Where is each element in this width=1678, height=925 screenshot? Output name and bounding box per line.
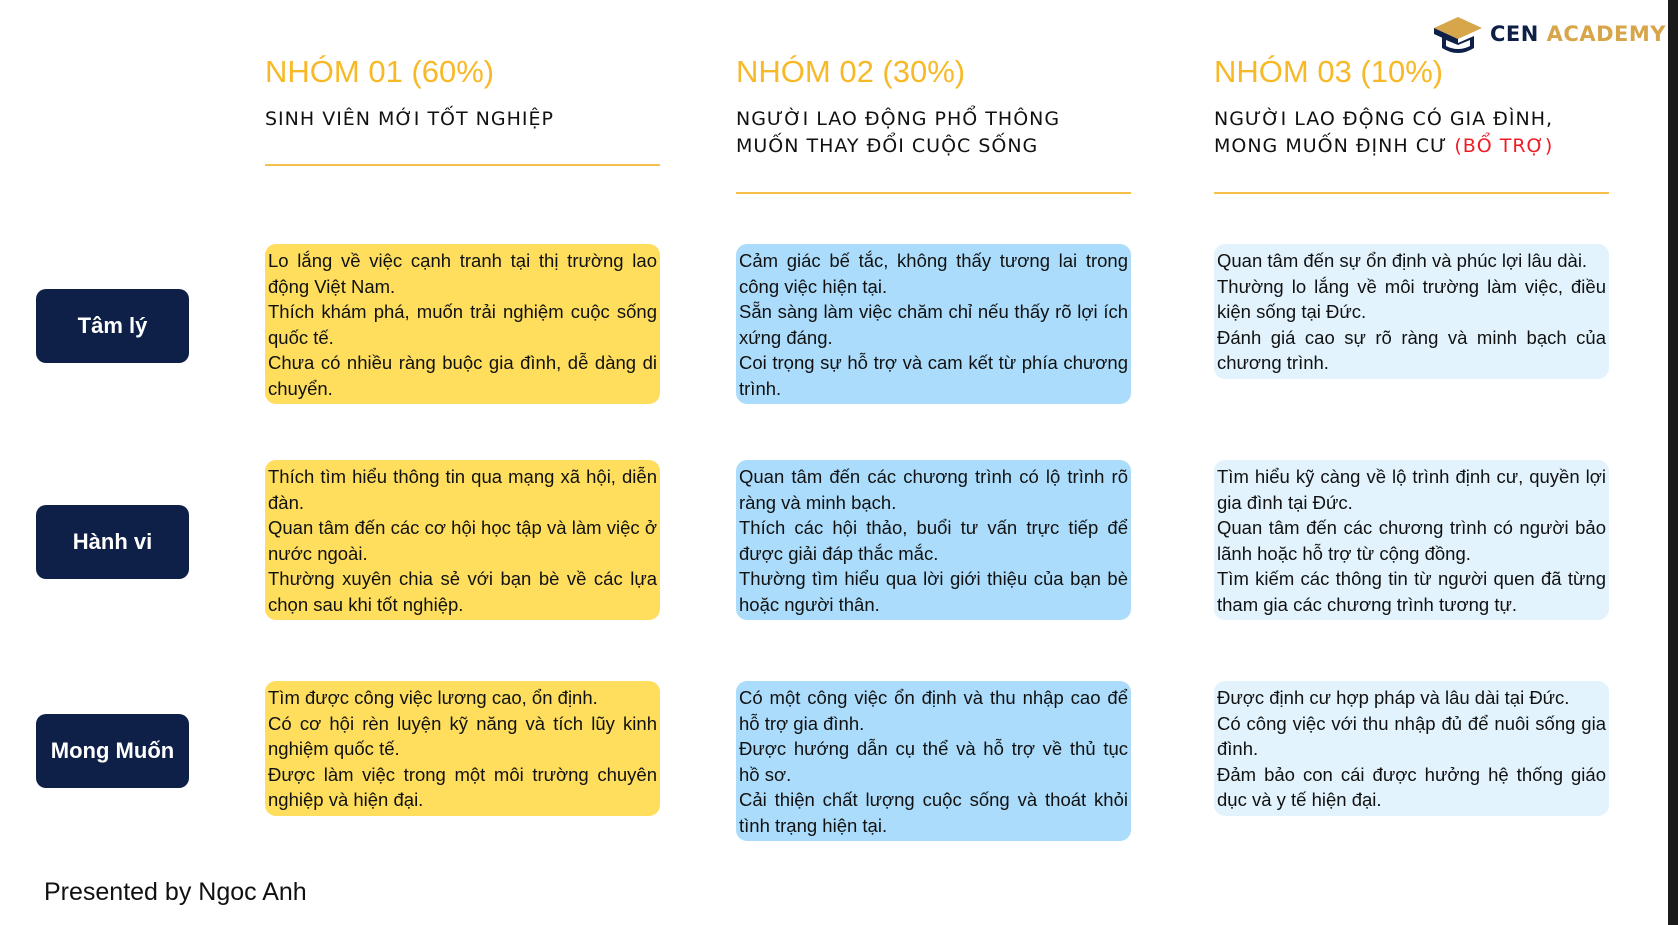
- cell-line: Thích tìm hiểu thông tin qua mạng xã hội, diễn đàn.: [268, 466, 657, 513]
- cell-line: Tìm kiếm các thông tin từ người quen đã từng tham gia các chương trình tương tự.: [1217, 568, 1606, 615]
- cell-line: Cải thiện chất lượng cuộc sống và thoát khỏi tình trạng hiện tại.: [739, 789, 1128, 836]
- cell-line: Thích khám phá, muốn trải nghiệm cuộc sống quốc tế.: [268, 301, 657, 348]
- group-subtitle-highlight: (BỔ TRỢ): [1454, 135, 1554, 157]
- cell-tam-ly-group-2: [736, 244, 1131, 404]
- cell-line: Tìm hiểu kỹ càng về lộ trình định cư, quyền lợi gia đình tại Đức.: [1217, 466, 1606, 513]
- cell-line: Tìm được công việc lương cao, ổn định.: [268, 687, 598, 708]
- cell-line: Sẵn sàng làm việc chăm chỉ nếu thấy rõ lợi ích xứng đáng.: [739, 301, 1128, 348]
- cell-tam-ly-group-3: [1214, 244, 1609, 379]
- logo-wordmark: [1490, 22, 1666, 46]
- cell-line: Thích các hội thảo, buổi tư vấn trực tiếp để được giải đáp thắc mắc.: [739, 517, 1128, 564]
- group-subtitle-text: NGƯỜI LAO ĐỘNG PHỔ THÔNG MUỐN THAY ĐỔI CUỘC SỐNG: [736, 108, 1061, 157]
- cell-line: Đảm bảo con cái được hưởng hệ thống giáo dục và y tế hiện đại.: [1217, 763, 1606, 810]
- cell-line: Có cơ hội rèn luyện kỹ năng và tích lũy kinh nghiệm quốc tế.: [268, 712, 657, 759]
- cell-line: Quan tâm đến sự ổn định và phúc lợi lâu dài.: [1217, 250, 1588, 271]
- cell-line: Chưa có nhiều ràng buộc gia đình, dễ dàng di chuyển.: [268, 352, 657, 399]
- cell-line: Lo lắng về việc cạnh tranh tại thị trường lao động Việt Nam.: [268, 250, 657, 297]
- cell-line: Quan tâm đến các chương trình có lộ trình rõ ràng và minh bạch.: [739, 466, 1128, 513]
- cell-line: Được định cư hợp pháp và lâu dài tại Đức.: [1217, 687, 1570, 708]
- cell-line: Thường xuyên chia sẻ với bạn bè về các lựa chọn sau khi tốt nghiệp.: [268, 568, 657, 615]
- group-header-1: [265, 52, 660, 133]
- cell-hanh-vi-group-3: [1214, 460, 1609, 620]
- group-title: NHÓM 02 (30%): [736, 54, 966, 89]
- group-title: NHÓM 03 (10%): [1214, 54, 1444, 89]
- cell-line: Thường tìm hiểu qua lời giới thiệu của bạn bè hoặc người thân.: [739, 568, 1128, 615]
- cell-line: Có công việc với thu nhập đủ để nuôi sống gia đình.: [1217, 712, 1606, 759]
- group-divider-3: [1214, 192, 1609, 194]
- group-subtitle: [265, 106, 660, 133]
- cell-line: Được hướng dẫn cụ thể và hỗ trợ về thủ tục hồ sơ.: [739, 738, 1128, 785]
- group-divider-2: [736, 192, 1131, 194]
- row-label-mong-muon: Mong Muốn: [36, 714, 189, 788]
- cell-line: Thường lo lắng về môi trường làm việc, điều kiện sống tại Đức.: [1217, 275, 1606, 322]
- cell-line: Được làm việc trong một môi trường chuyên nghiệp và hiện đại.: [268, 763, 657, 810]
- group-subtitle: [736, 106, 1096, 160]
- cell-tam-ly-group-1: [265, 244, 660, 404]
- cell-line: Coi trọng sự hỗ trợ và cam kết từ phía chương trình.: [739, 352, 1128, 399]
- group-header-2: [736, 52, 1131, 160]
- group-title: NHÓM 01 (60%): [265, 54, 495, 89]
- cell-line: Quan tâm đến các chương trình có người bảo lãnh hoặc hỗ trợ từ cộng đồng.: [1217, 517, 1606, 564]
- cell-hanh-vi-group-2: [736, 460, 1131, 620]
- cell-line: Có một công việc ổn định và thu nhập cao để hỗ trợ gia đình.: [739, 687, 1128, 734]
- cell-line: Quan tâm đến các cơ hội học tập và làm việc ở nước ngoài.: [268, 517, 657, 564]
- logo-cen-text: CEN: [1490, 22, 1539, 46]
- cell-mong-muon-group-2: [736, 681, 1131, 841]
- group-subtitle-text: NGƯỜI LAO ĐỘNG CÓ GIA ĐÌNH, MONG MUỐN ĐỊNH CƯ: [1214, 108, 1554, 157]
- group-subtitle-text: SINH VIÊN MỚI TỐT NGHIỆP: [265, 108, 554, 130]
- cell-mong-muon-group-1: [265, 681, 660, 816]
- logo-academy-text: ACADEMY: [1546, 22, 1666, 46]
- right-edge-bar: [1668, 0, 1678, 925]
- group-subtitle: [1214, 106, 1609, 160]
- row-label-hanh-vi: Hành vi: [36, 505, 189, 579]
- cell-line: Đánh giá cao sự rõ ràng và minh bạch của chương trình.: [1217, 326, 1606, 373]
- cell-hanh-vi-group-1: [265, 460, 660, 620]
- presenter-credit: Presented by Ngoc Anh: [44, 878, 307, 906]
- row-label-tam-ly: Tâm lý: [36, 289, 189, 363]
- cell-line: Cảm giác bế tắc, không thấy tương lai trong công việc hiện tại.: [739, 250, 1128, 297]
- group-divider-1: [265, 164, 660, 166]
- cell-mong-muon-group-3: [1214, 681, 1609, 816]
- group-header-3: [1214, 52, 1609, 160]
